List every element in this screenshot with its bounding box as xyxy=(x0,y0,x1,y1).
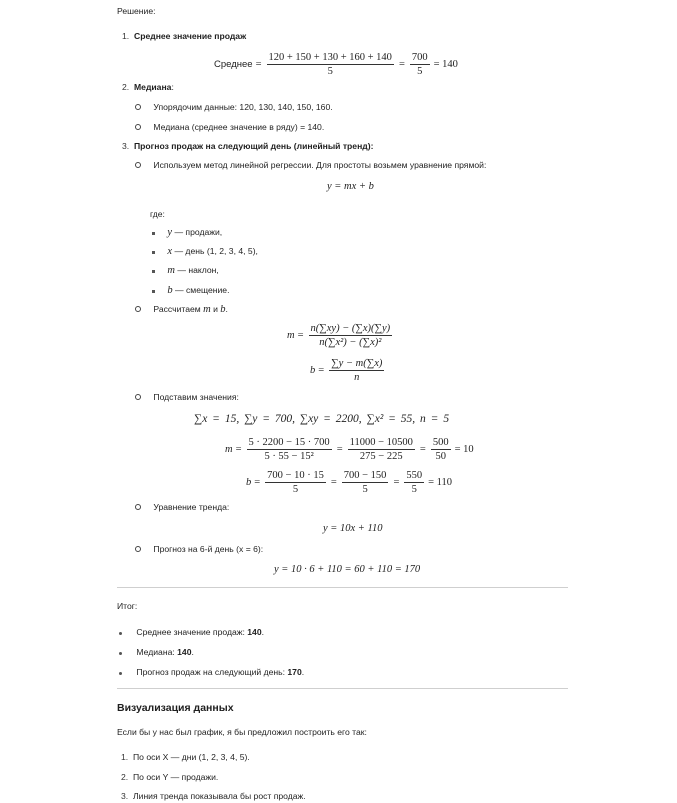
m-calc-result: = 10 xyxy=(454,444,474,455)
visualization-item-1 xyxy=(121,752,250,762)
b-calc-den-3: 5 xyxy=(411,484,417,495)
bullet-circle-icon xyxy=(135,104,141,110)
where-label: где: xyxy=(150,209,165,219)
bullet-dot-icon xyxy=(119,652,122,655)
mean-den-1: 5 xyxy=(327,66,333,77)
step-3-marker: 3. xyxy=(122,141,130,151)
where-item-m xyxy=(152,265,219,276)
mean-lhs: Среднее xyxy=(214,59,253,70)
solution-label: Решение: xyxy=(117,6,156,16)
summary-value-forecast: 170 xyxy=(287,667,302,677)
trend-item xyxy=(135,502,229,512)
calc-item xyxy=(135,304,228,315)
step-1-title: Среднее значение продаж xyxy=(134,31,247,41)
b-calc-fraction-1 xyxy=(265,470,326,495)
m-formula-num: n(∑xy) − (∑x)(∑y) xyxy=(310,323,391,334)
calc-prefix: Рассчитаем xyxy=(153,304,204,314)
forecast-item xyxy=(135,544,263,554)
where-text-m: — наклон, xyxy=(174,265,219,275)
divider-1 xyxy=(117,587,568,588)
calc-and: и xyxy=(210,304,221,314)
step-1-heading xyxy=(122,31,246,41)
where-var-y: y xyxy=(167,227,173,238)
b-formula-num: ∑y − m(∑x) xyxy=(331,358,383,369)
m-calc-den-3: 50 xyxy=(435,451,446,462)
trend-label: Уравнение тренда: xyxy=(153,502,230,512)
median-item-1-text: Упорядочим данные: 120, 130, 140, 150, 160. xyxy=(153,102,333,112)
mean-formula: Среднее = $\frac{120 + 150 + 130 + 160 + 140}{5}$ = $\frac{700}{5}$ = 140 xyxy=(214,52,458,77)
b-calc-den-1: 5 xyxy=(292,484,299,495)
visualization-heading: Визуализация данных xyxy=(117,702,234,714)
trend-equation: y = 10x + 110 xyxy=(323,523,383,534)
m-calculation: m = $\frac{5 \cdot 2200 - 15 \cdot 700}{\text{5 · 55 − 15²}}$ = $\frac{11000 - 10500}{275 - 225}$ = $\frac{500}{50}$ = 10 xyxy=(225,437,474,462)
summary-label-mean: Среднее значение продаж: xyxy=(136,627,248,637)
m-calc-num-2: 11000 − 10500 xyxy=(349,437,413,448)
summary-label-median: Медиана: xyxy=(136,647,178,657)
b-formula: b = $\frac{\sum y - m(\sum x)}{n}$ xyxy=(310,358,383,383)
median-item-2 xyxy=(135,122,324,132)
bullet-circle-icon xyxy=(135,162,141,168)
m-calc-den-1: 5 · 55 − 15² xyxy=(264,451,314,462)
forecast-equation: y = 10 · 6 + 110 = 60 + 110 = 170 xyxy=(274,564,421,575)
bullet-dot-icon xyxy=(119,632,122,635)
summary-end-forecast: . xyxy=(301,667,305,677)
summary-end-median: . xyxy=(191,647,194,657)
b-calc-num-3: 550 xyxy=(406,470,423,481)
where-text-y: — продажи, xyxy=(172,227,223,237)
mean-result: = 140 xyxy=(433,59,458,70)
median-item-2-text: Медиана (среднее значение в ряду) = 140. xyxy=(153,122,325,132)
b-formula-den: n xyxy=(354,372,360,383)
calc-suffix: . xyxy=(225,304,228,314)
visualization-marker-2: 2. xyxy=(121,772,129,782)
median-item-1 xyxy=(135,102,333,112)
step-2-colon: : xyxy=(171,82,174,92)
where-var-m: m xyxy=(167,265,175,276)
visualization-text-1: По оси X — дни (1, 2, 3, 4, 5). xyxy=(133,752,250,762)
b-calculation: b = $\frac{700 - 10 \cdot 15}{5}$ = $\frac{700 - 150}{5}$ = $\frac{550}{5}$ = 110 xyxy=(246,470,453,495)
calc-var-b: b xyxy=(220,304,226,315)
summary-item-forecast xyxy=(119,667,304,677)
m-calc-num-1: 5 · 2200 − 15 · 700 xyxy=(248,437,330,448)
m-formula: m = $\frac{n(\sum xy) - (\sum x)(\sum y)}{\text{n(∑x²) − (∑x)²}}$ xyxy=(287,323,391,348)
bullet-circle-icon xyxy=(135,394,141,400)
bullet-square-icon xyxy=(152,251,155,254)
m-formula-fraction xyxy=(309,323,393,348)
bullet-square-icon xyxy=(152,270,155,273)
where-item-y xyxy=(152,227,222,238)
m-calc-fraction-1 xyxy=(247,437,332,462)
where-item-x xyxy=(152,246,258,257)
b-formula-fraction xyxy=(329,358,384,383)
m-calc-num-3: 500 xyxy=(432,437,449,448)
b-calc-result: = 110 xyxy=(428,477,453,488)
visualization-text-3: Линия тренда показывала бы рост продаж. xyxy=(133,791,306,801)
b-calc-num-1: 700 − 10 · 15 xyxy=(267,470,324,481)
calc-var-m: m xyxy=(203,304,211,315)
m-calc-den-2: 275 − 225 xyxy=(359,451,403,462)
substitute-label: Подставим значения: xyxy=(153,392,239,402)
visualization-marker-1: 1. xyxy=(121,752,129,762)
step-1-marker: 1. xyxy=(122,31,130,41)
visualization-item-3 xyxy=(121,791,306,801)
sums-line: ∑x = 15, ∑y = 700, ∑xy = 2200, ∑x² = 55, n = 5 xyxy=(194,413,450,425)
mean-fraction-1 xyxy=(267,52,394,77)
b-calc-fraction-2 xyxy=(342,470,389,495)
divider-2 xyxy=(117,688,568,689)
summary-title: Итог: xyxy=(117,601,138,611)
summary-item-mean xyxy=(119,627,264,637)
visualization-item-2 xyxy=(121,772,218,782)
mean-num-1: 120 + 150 + 130 + 160 + 140 xyxy=(268,52,392,63)
where-var-b: b xyxy=(167,285,173,296)
b-calc-fraction-3 xyxy=(404,470,424,495)
substitute-item xyxy=(135,392,239,402)
b-calc-num-2: 700 − 150 xyxy=(343,470,387,481)
summary-label-forecast: Прогноз продаж на следующий день: xyxy=(136,667,288,677)
bullet-dot-icon xyxy=(119,672,122,675)
mean-fraction-2 xyxy=(410,52,430,77)
where-text-x: — день (1, 2, 3, 4, 5), xyxy=(172,246,258,256)
step-3-title: Прогноз продаж на следующий день (линейный тренд): xyxy=(134,141,374,151)
bullet-circle-icon xyxy=(135,124,141,130)
m-formula-den: n(∑x²) − (∑x)² xyxy=(319,337,382,348)
mean-num-2: 700 xyxy=(411,52,428,63)
summary-value-mean: 140 xyxy=(247,627,262,637)
bullet-square-icon xyxy=(152,232,155,235)
summary-value-median: 140 xyxy=(177,647,192,657)
visualization-intro: Если бы у нас был график, я бы предложил построить его так: xyxy=(117,727,367,737)
visualization-marker-3: 3. xyxy=(121,791,129,801)
visualization-text-2: По оси Y — продажи. xyxy=(133,772,219,782)
step-2-title: Медиана xyxy=(134,82,172,92)
summary-end-mean: . xyxy=(261,627,264,637)
forecast-label: Прогноз на 6-й день (x = 6): xyxy=(153,544,264,554)
m-calc-fraction-3 xyxy=(431,437,451,462)
bullet-square-icon xyxy=(152,290,155,293)
bullet-circle-icon xyxy=(135,306,141,312)
mean-den-2: 5 xyxy=(417,66,423,77)
where-var-x: x xyxy=(167,246,173,257)
bullet-circle-icon xyxy=(135,546,141,552)
method-item xyxy=(135,160,486,170)
summary-item-median xyxy=(119,647,194,657)
line-equation: y = mx + b xyxy=(327,181,374,192)
m-calc-fraction-2 xyxy=(348,437,415,462)
method-text: Используем метод линейной регрессии. Для простоты возьмем уравнение прямой: xyxy=(153,160,487,170)
step-2-marker: 2. xyxy=(122,82,130,92)
step-3-heading xyxy=(122,141,373,151)
b-calc-den-2: 5 xyxy=(362,484,368,495)
bullet-circle-icon xyxy=(135,504,141,510)
step-2-heading xyxy=(122,82,174,92)
where-text-b: — смещение. xyxy=(172,285,230,295)
where-item-b xyxy=(152,285,229,296)
